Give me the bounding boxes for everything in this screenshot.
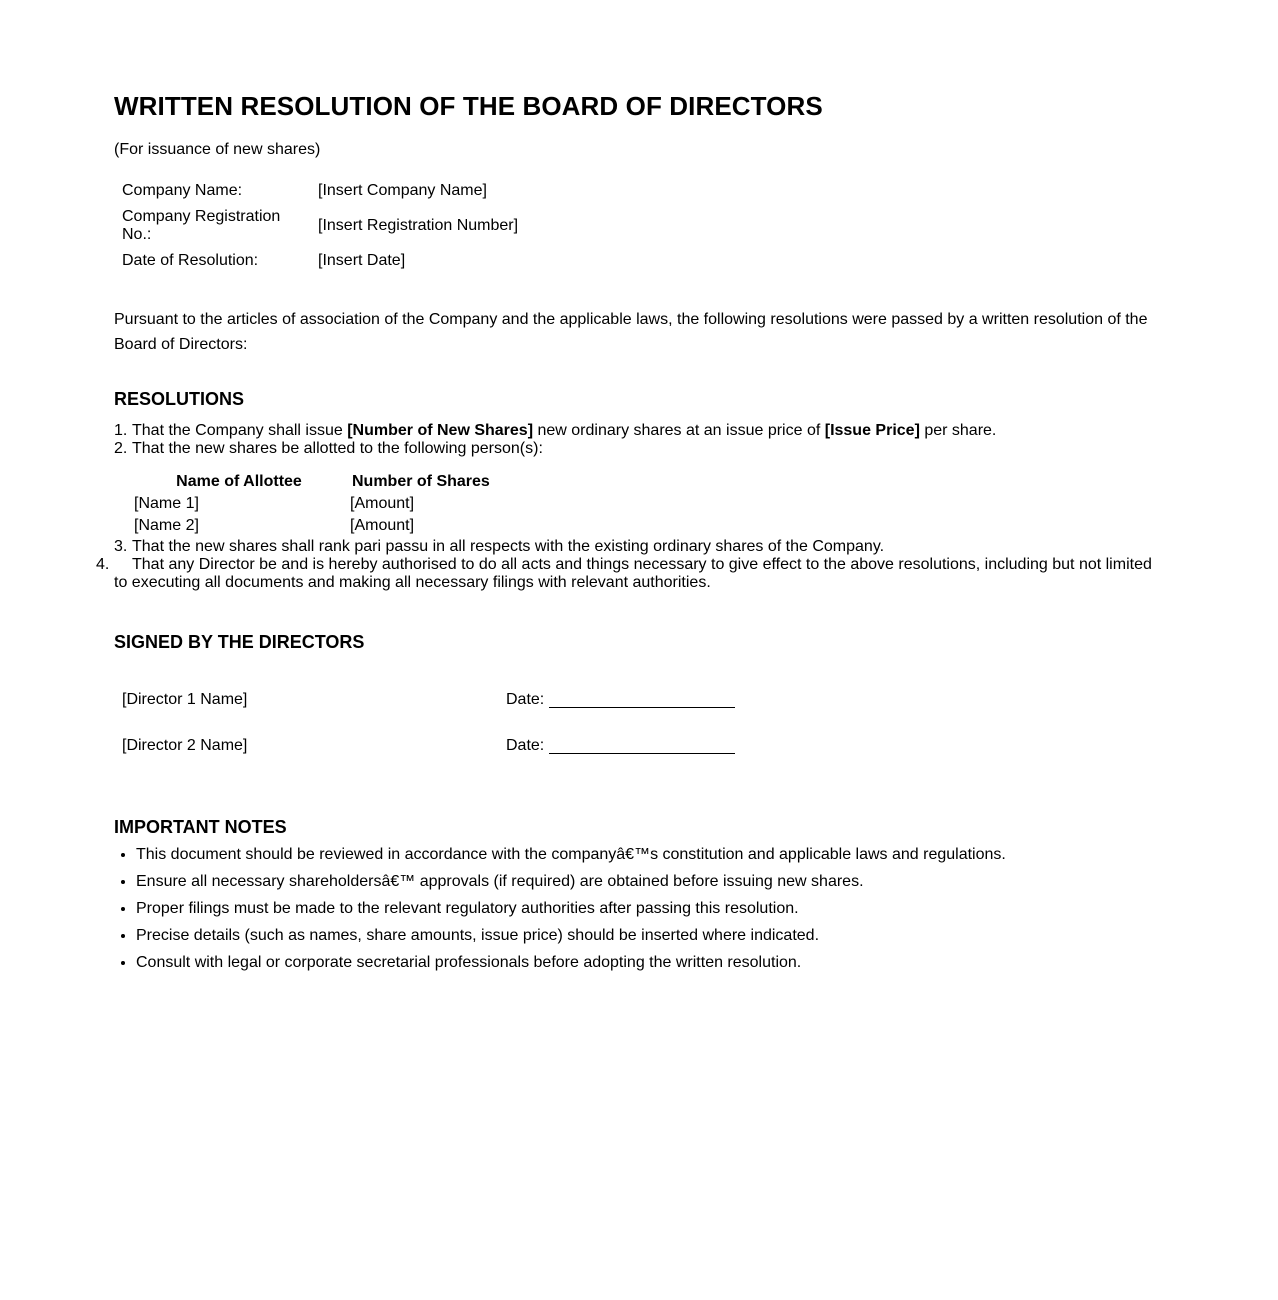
list-item: • Precise details (such as names, share amounts, issue price) should be inserted where indicated. xyxy=(136,926,1156,946)
resolutions-heading: RESOLUTIONS xyxy=(114,389,245,409)
list-item: • Proper filings must be made to the relevant regulatory authorities after passing this resolution. xyxy=(136,899,1156,919)
placeholder-new-shares: [Number of New Shares] xyxy=(347,422,534,439)
director-name: [Director 1 Name] xyxy=(122,691,248,708)
resolution-item-1 xyxy=(114,422,1159,440)
list-item: • This document should be reviewed in accordance with the companyâ€™s constitution and applicable laws and regulations. xyxy=(136,845,1156,865)
allottee-header-row xyxy=(132,471,494,493)
resolution-number: 4. xyxy=(96,556,110,573)
allottee-name-cell: [Name 2] xyxy=(134,517,199,534)
company-name-row xyxy=(114,178,526,204)
signature-date-label: Date: xyxy=(506,737,545,754)
signature-date-line[interactable] xyxy=(549,753,735,754)
notes-heading: IMPORTANT NOTES xyxy=(114,817,287,837)
date-value: [Insert Date] xyxy=(318,252,406,269)
registration-row xyxy=(114,204,526,248)
company-info-table xyxy=(114,178,526,274)
placeholder-issue-price: [Issue Price] xyxy=(824,422,920,439)
intro-paragraph: Pursuant to the articles of association of the Company and the applicable laws, the following resolutions were passed by a written resolution of the Board of Directors: xyxy=(114,311,1148,353)
resolution-text: That the new shares be allotted to the following person(s): xyxy=(132,440,543,457)
company-name-label: Company Name: xyxy=(122,182,243,199)
date-row xyxy=(114,248,526,274)
document-title: WRITTEN RESOLUTION OF THE BOARD OF DIRECTORS xyxy=(114,91,823,121)
list-item: • Consult with legal or corporate secretarial professionals before adopting the written resolution. xyxy=(136,953,1156,973)
resolution-text: per share. xyxy=(919,422,997,439)
signature-date-line[interactable] xyxy=(549,707,735,708)
resolution-item-3 xyxy=(114,538,1159,556)
signatures-heading: SIGNED BY THE DIRECTORS xyxy=(114,632,365,652)
resolution-item-2 xyxy=(114,440,1159,458)
director-name: [Director 2 Name] xyxy=(122,737,248,754)
registration-value: [Insert Registration Number] xyxy=(318,217,519,234)
allottee-table xyxy=(132,471,494,537)
registration-label: Company Registration No.: xyxy=(122,208,281,243)
signature-date-label: Date: xyxy=(506,691,545,708)
date-label: Date of Resolution: xyxy=(122,252,259,269)
share-count-cell: [Amount] xyxy=(350,495,415,512)
resolution-text-continued: to executing all documents and making all necessary filings with relevant authorities. xyxy=(114,574,711,591)
resolution-text: That any Director be and is hereby authorised to do all acts and things necessary to give effect to the above resolutions, including but not limited xyxy=(132,556,1152,573)
list-item: • Ensure all necessary shareholdersâ€™ approvals (if required) are obtained before issuing new shares. xyxy=(136,872,1156,892)
allottee-name-header: Name of Allottee xyxy=(176,473,302,490)
table-row xyxy=(132,515,494,537)
share-count-header: Number of Shares xyxy=(352,473,490,490)
director-signature-row xyxy=(122,690,822,710)
company-name-value: [Insert Company Name] xyxy=(318,182,487,199)
allottee-name-cell: [Name 1] xyxy=(134,495,199,512)
notes-list xyxy=(114,845,1156,980)
resolution-text: new ordinary shares at an issue price of xyxy=(533,422,825,439)
table-row xyxy=(132,493,494,515)
resolution-number: 2. xyxy=(114,440,128,457)
document-subtitle: (For issuance of new shares) xyxy=(114,141,321,158)
director-signature-row xyxy=(122,736,822,756)
share-count-cell: [Amount] xyxy=(350,517,415,534)
resolution-text: That the Company shall issue xyxy=(132,422,348,439)
resolution-text: That the new shares shall rank pari passu in all respects with the existing ordinary shares of the Company. xyxy=(132,538,885,555)
resolution-item-4 xyxy=(96,556,1177,592)
resolution-number: 3. xyxy=(114,538,128,555)
resolution-number: 1. xyxy=(114,422,128,439)
